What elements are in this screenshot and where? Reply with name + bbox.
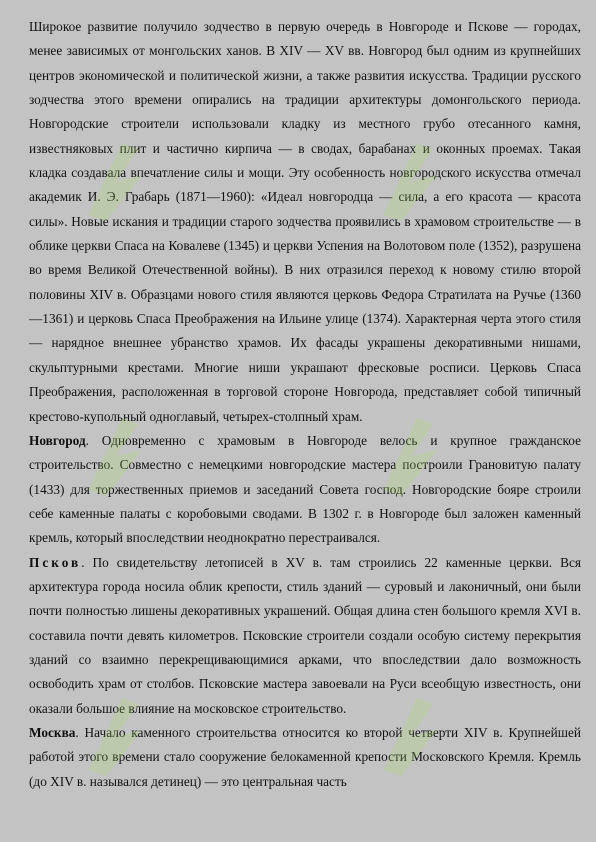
- paragraph-moscow: [29, 721, 581, 794]
- paragraph-novgorod: [29, 429, 581, 551]
- paragraph-pskov: [29, 551, 581, 721]
- term-moscow: Москва: [29, 724, 76, 740]
- paragraph-novgorod-text: . Одновременно с храмовым в Новгороде велось и крупное гражданское строительство. Совместно с немецкими новгородские мастера построили Грановитую палату (1433) для торжественных приемов и заседаний Совета господ. Новгородские бояре строили себе каменные палаты с коробовыми сводами. В 1302 г. в Новгороде был заложен каменный кремль, который впоследствии неоднократно перестраивался.: [29, 432, 581, 546]
- term-novgorod: Новгород: [29, 432, 86, 448]
- paragraph-intro: [29, 15, 581, 429]
- paragraph-intro-text: Широкое развитие получило зодчество в первую очередь в Новгороде и Пскове — городах, менее зависимых от монгольских ханов. В XIV — XV вв. Новгород был одним из крупнейших центров экономической и политической жизни, а также развития искусства. Традиции русского зодчества этого времени опирались на традиции архитектуры домонгольского периода. Новгородские строители использовали кладку из местного грубо отесанного камня, известняковых плит и частично кирпича — в сводах, барабанах и оконных проемах. Такая кладка создавала впечатление силы и мощи. Эту особенность новгородского искусства отмечал академик И. Э. Грабарь (1871—1960): «Идеал новгородца — сила, а его красота — красота силы». Новые искания и традиции старого зодчества проявились в храмовом строительстве — в облике церкви Спаса на Ковалеве (1345) и церкви Успения на Волотовом поле (1352), разрушена во время Великой Отечественной войны). В них отразился переход к новому стилю второй половины XIV в. Образцами нового стиля являются церковь Федора Стратилата на Ручье (1360—1361) и церковь Спаса Преображения на Ильине улице (1374). Характерная черта этого стиля — нарядное внешнее убранство храмов. Их фасады украшены декоративными нишами, скульптурными крестами. Многие ниши украшают фресковые росписи. Церковь Спаса Преображения, расположенная в торговой стороне Новгорода, представляет собой типичный крестово-купольный одноглавый, четырех-столпный храм.: [29, 19, 581, 424]
- paragraph-pskov-text: . По свидетельству летописей в XV в. там строились 22 каменные церкви. Вся архитектура города носила облик крепости, стиль зданий — суровый и лаконичный, они были почти полностью лишены декоративных украшений. Общая длина стен большого кремля XVI в. составила почти девять километров. Псковские строители создали особую систему перекрытия зданий со взаимно перекрещивающимися арками, что впоследствии дало возможность освободить храм от столбов. Псковские мастера завоевали на Руси всеобщую известность, они оказали большое влияние на московское строительство.: [29, 554, 581, 716]
- term-pskov: Псков: [29, 554, 82, 570]
- paragraph-moscow-text: . Начало каменного строительства относится ко второй четверти XIV в. Крупнейшей работой этого времени стало сооружение белокаменной крепости Московского Кремля. Кремль (до XIV в. назывался детинец) — это центральная часть: [29, 724, 581, 789]
- document-page: [29, 15, 581, 837]
